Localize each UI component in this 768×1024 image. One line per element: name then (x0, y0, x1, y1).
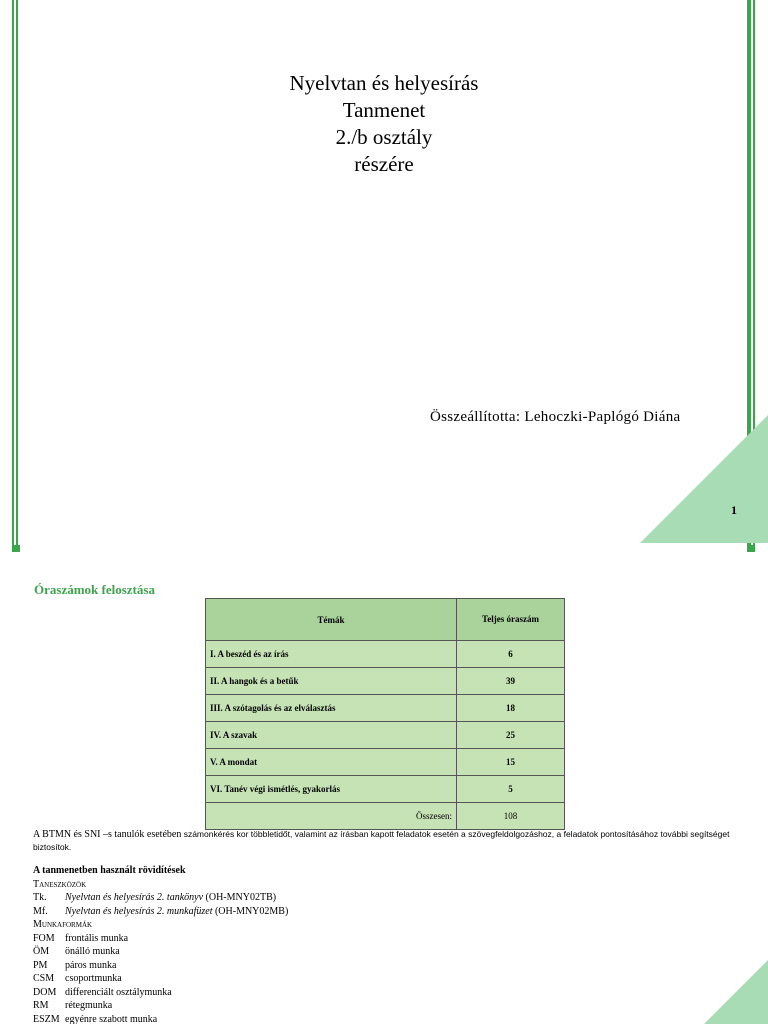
compiler-credit: Összeállította: Lehoczki-Paplógó Diána (430, 409, 681, 425)
table-row (206, 641, 565, 668)
table-header-row (206, 599, 565, 641)
book-id: (OH-MNY02TB) (205, 892, 277, 903)
decorative-triangle (640, 415, 768, 543)
total-value: 108 (457, 803, 565, 830)
table-row (206, 668, 565, 695)
title-line: Tanmenet (342, 98, 426, 122)
tools-heading: Taneszközök (33, 878, 87, 890)
list-item (33, 999, 633, 1013)
total-label: Összesen: (206, 803, 457, 830)
hours-cell: 15 (457, 749, 565, 776)
abbr-code: PM (33, 959, 48, 971)
page-number: 1 (731, 503, 737, 517)
table-total-row (206, 803, 565, 830)
abbr-desc: differenciált osztálymunka (65, 986, 172, 998)
list-item (33, 986, 633, 1000)
book-id: (OH-MNY02MB) (214, 905, 289, 917)
list-item (33, 1013, 633, 1024)
hours-cell: 39 (457, 668, 565, 695)
topic-cell: II. A hangok és a betűk (206, 668, 457, 695)
abbr-code: DOM (33, 986, 57, 998)
section-heading: Óraszámok felosztása (34, 582, 155, 597)
abbr-desc: frontális munka (65, 932, 129, 944)
topic-cell: V. A mondat (206, 749, 457, 776)
title-line: Nyelvtan és helyesírás (289, 71, 479, 95)
abbr-desc: rétegmunka (65, 1000, 113, 1011)
decorative-triangle (704, 960, 768, 1024)
document-title (184, 70, 584, 178)
column-header-topics: Témák (206, 599, 457, 641)
abbr-desc: egyénre szabott munka (65, 1013, 158, 1024)
left-border-line (12, 0, 14, 550)
list-item (33, 945, 633, 959)
page-gap (0, 553, 768, 565)
table-row (206, 776, 565, 803)
list-item (33, 932, 633, 946)
abbr-code: FOM (33, 932, 55, 944)
title-line: részére (354, 152, 414, 176)
book-title: Nyelvtan és helyesírás 2. tankönyv (65, 892, 204, 903)
accommodation-note (33, 828, 733, 854)
hours-cell: 6 (457, 641, 565, 668)
abbr-desc: önálló munka (65, 946, 120, 957)
table-row (206, 722, 565, 749)
abbreviations-list (33, 864, 633, 1024)
column-header-hours: Teljes óraszám (457, 599, 565, 641)
hours-cell: 5 (457, 776, 565, 803)
hours-table (205, 598, 565, 830)
hours-cell: 18 (457, 695, 565, 722)
topic-cell: VI. Tanév végi ismétlés, gyakorlás (206, 776, 457, 803)
border-corner-mark (747, 545, 755, 552)
abbr-code: ESZM (33, 1013, 60, 1024)
abbr-code: CSM (33, 973, 55, 984)
note-prefix: A BTMN és SNI –s tanulók esetében (33, 829, 182, 840)
topic-cell: I. A beszéd és az írás (206, 641, 457, 668)
abbreviations-title: A tanmenetben használt rövidítések (33, 865, 186, 876)
abbr-code: RM (33, 1000, 49, 1011)
title-line: 2./b osztály (335, 125, 433, 149)
border-corner-mark (12, 545, 20, 552)
left-border-line-inner (16, 0, 20, 550)
list-item (33, 891, 633, 905)
list-item (33, 905, 633, 919)
abbr-code: Mf. (33, 905, 48, 917)
forms-heading: Munkaformák (33, 919, 93, 930)
content-page (0, 565, 768, 1024)
list-item (33, 972, 633, 986)
hours-cell: 25 (457, 722, 565, 749)
abbr-code: ÖM (33, 946, 50, 957)
abbr-code: Tk. (33, 892, 47, 903)
table-row (206, 749, 565, 776)
list-item (33, 959, 633, 973)
topic-cell: IV. A szavak (206, 722, 457, 749)
abbr-desc: páros munka (65, 959, 117, 971)
topic-cell: III. A szótagolás és az elválasztás (206, 695, 457, 722)
abbr-desc: csoportmunka (65, 973, 122, 984)
book-title: Nyelvtan és helyesírás 2. munkafüzet (65, 905, 213, 917)
table-row (206, 695, 565, 722)
note-text: számonkérés kor többletidőt, valamint az írásban kapott feladatok esetén a szövegfeldolgozáshoz, a feladatok pontosításához további segítséget biztosítok. (33, 829, 730, 852)
